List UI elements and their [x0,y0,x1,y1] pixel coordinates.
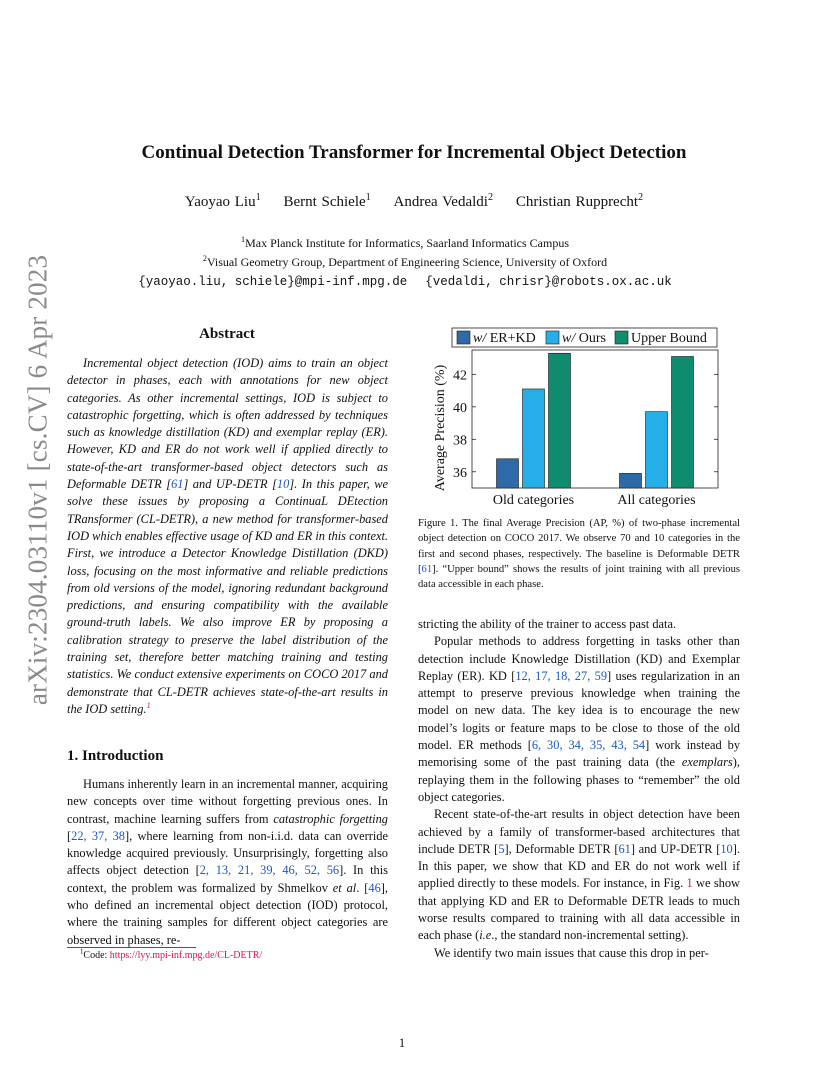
legend-label: w/ ER+KD [473,331,536,346]
email: {yaoyao.liu, schiele}@mpi-inf.mpg.de [138,275,408,289]
abstract-heading: Abstract [199,326,255,342]
email: {vedaldi, chrisr}@robots.ox.ac.uk [425,275,672,289]
legend-label: Upper Bound [631,331,707,346]
bar [620,473,642,488]
bar-chart [412,320,747,515]
y-tick-label: 36 [453,465,467,481]
citation-link[interactable]: 5 [498,841,505,856]
figure-link[interactable]: 1 [686,876,693,891]
bar [497,459,519,488]
paragraph: Popular methods to address forgetting in tasks other than detection include Knowledge Distillation (KD) and Exemplar Replay (ER). KD [12, 17, 18, 27, 59] uses regularization in an attempt to preserve previous knowledge when training the model on new data. The key idea is to encourage the new model’s logits or feature maps to be close to those of the old model. ER methods [6, 30, 34, 35, 43, 54] work instead by memorising some of the past training data (the exemplars), replaying them in the following phases to “remember” the old object categories. [418,634,741,804]
y-axis-label: Average Precision (%) [433,364,448,492]
author: Andrea Vedaldi$^2$ [393,192,494,210]
y-tick-label: 42 [453,368,467,384]
citation-link[interactable]: 12, 17, 18, 27, 59 [515,668,608,683]
code-link[interactable]: https://lyy.mpi-inf.mpg.de/CL-DETR/ [109,950,263,961]
paper-title: Continual Detection Transformer for Incremental Object Detection [141,142,687,163]
author-list [0,194,828,211]
paragraph: stricting the ability of the trainer to access past data. [418,617,677,631]
legend-label: w/ Ours [562,331,606,346]
chart-legend [452,328,717,347]
affiliation: $^1$Max Planck Institute for Informatics, Saarland Informatics Campus [241,235,569,250]
footnote-marker[interactable]: 1 [146,699,151,710]
legend-swatch [615,331,628,344]
email-addresses [0,275,810,289]
bar [549,353,571,488]
author: Christian Rupprecht$^2$ [515,192,644,210]
footnote: $^1$Code: https://lyy.mpi-inf.mpg.de/CL-DETR/ [80,948,263,961]
y-tick-label: 40 [453,400,467,416]
bar [646,412,668,488]
legend-swatch [457,331,470,344]
paragraph: Recent state-of-the-art results in object detection have been achieved by a family of transformer-based architectures that include DETR [5], Deformable DETR [61] and UP-DETR [10]. In this paper, we show that KD and ER do not work well if applied directly to these models. For instance, in Fig. 1 we show that applying KD and ER to Deformable DETR leads to much worse results compared to training with all data accessible in each phase (i.e., the standard non-incremental setting). [418,807,740,943]
author: Bernt Schiele$^1$ [283,192,371,210]
citation-link[interactable]: 46 [368,880,381,895]
abstract-text: Incremental object detection (IOD) aims to train an object detector in phases, each with annotations for new object categories. As other incremental settings, IOD is subject to catastrophic forgetting, which is often addressed by techniques such as knowledge distillation (KD) and exemplar replay (ER). However, KD and ER do not work well if applied directly to state-of-the-art transformer-based object detectors such as Deformable DETR [61] and UP-DETR [10]. In this paper, we solve these issues by proposing a ContinuaL DEtection TRansformer (CL-DETR), a new method for transformer-based IOD which enables effective usage of KD and ER in this context. First, we introduce a Detector Knowledge Distillation (DKD) loss, focusing on the most informative and reliable predictions from old versions of the model, ignoring redundant background predictions, and ensuring compatibility with the available ground-truth labels. We also improve ER by proposing a calibration strategy to preserve the label distribution of the training set, therefore better matching training and testing statistics. We conduct extensive experiments on COCO 2017 and demonstrate that CL-DETR achieves state-of-the-art results in the IOD setting.$^1$ [67,356,388,716]
figure-caption: Figure 1. The final Average Precision (AP, %) of two-phase incremental object detection on COCO 2017. We observe 70 and 10 categories in the first and second phases, respectively. The baseline is Deformable DETR [61]. “Upper bound” shows the results of joint training with all previous data accessible in each phase. [418,518,740,591]
citation-link[interactable]: 10 [720,841,733,856]
citation-link[interactable]: 10 [276,477,290,492]
legend-swatch [546,331,559,344]
citation-link[interactable]: 22, 37, 38 [71,828,125,843]
right-column-text [418,616,740,962]
paragraph: We identify two main issues that cause this drop in per- [434,945,709,960]
section-heading: 1. Introduction [67,748,164,764]
bar [672,356,694,488]
arxiv-stamp: arXiv:2304.03110v1 [cs.CV] 6 Apr 2023 [22,254,53,706]
bar [523,389,545,488]
intro-paragraph: Humans inherently learn in an incremental manner, acquiring new concepts over time without forgetting previous ones. In contrast, machine learning suffers from catastrophic forgetting [22, 37, 38], where learning from non-i.i.d. data can override knowledge acquired previously. Unsurprisingly, forgetting also affects object detection [2, 13, 21, 39, 46, 52, 56]. In this context, the problem was formalized by Shmelkov et al. [46], who defined an incremental object detection (IOD) protocol, where the training samples for different object categories are observed in phases, re- [67,777,388,947]
citation-link[interactable]: 2, 13, 21, 39, 46, 52, 56 [199,863,340,878]
affiliation: $^2$Visual Geometry Group, Department of Engineering Science, University of Oxford [202,254,608,269]
x-tick-label: All categories [617,493,696,508]
citation-link[interactable]: 61 [421,563,433,575]
citation-link[interactable]: 61 [171,477,184,492]
y-tick-label: 38 [453,433,467,449]
x-tick-label: Old categories [492,493,575,508]
page-number: 1 [398,1036,406,1050]
citation-link[interactable]: 6, 30, 34, 35, 43, 54 [531,738,646,753]
footnote-divider [67,947,196,948]
citation-link[interactable]: 61 [618,841,631,856]
author: Yaoyao Liu$^1$ [184,192,261,210]
